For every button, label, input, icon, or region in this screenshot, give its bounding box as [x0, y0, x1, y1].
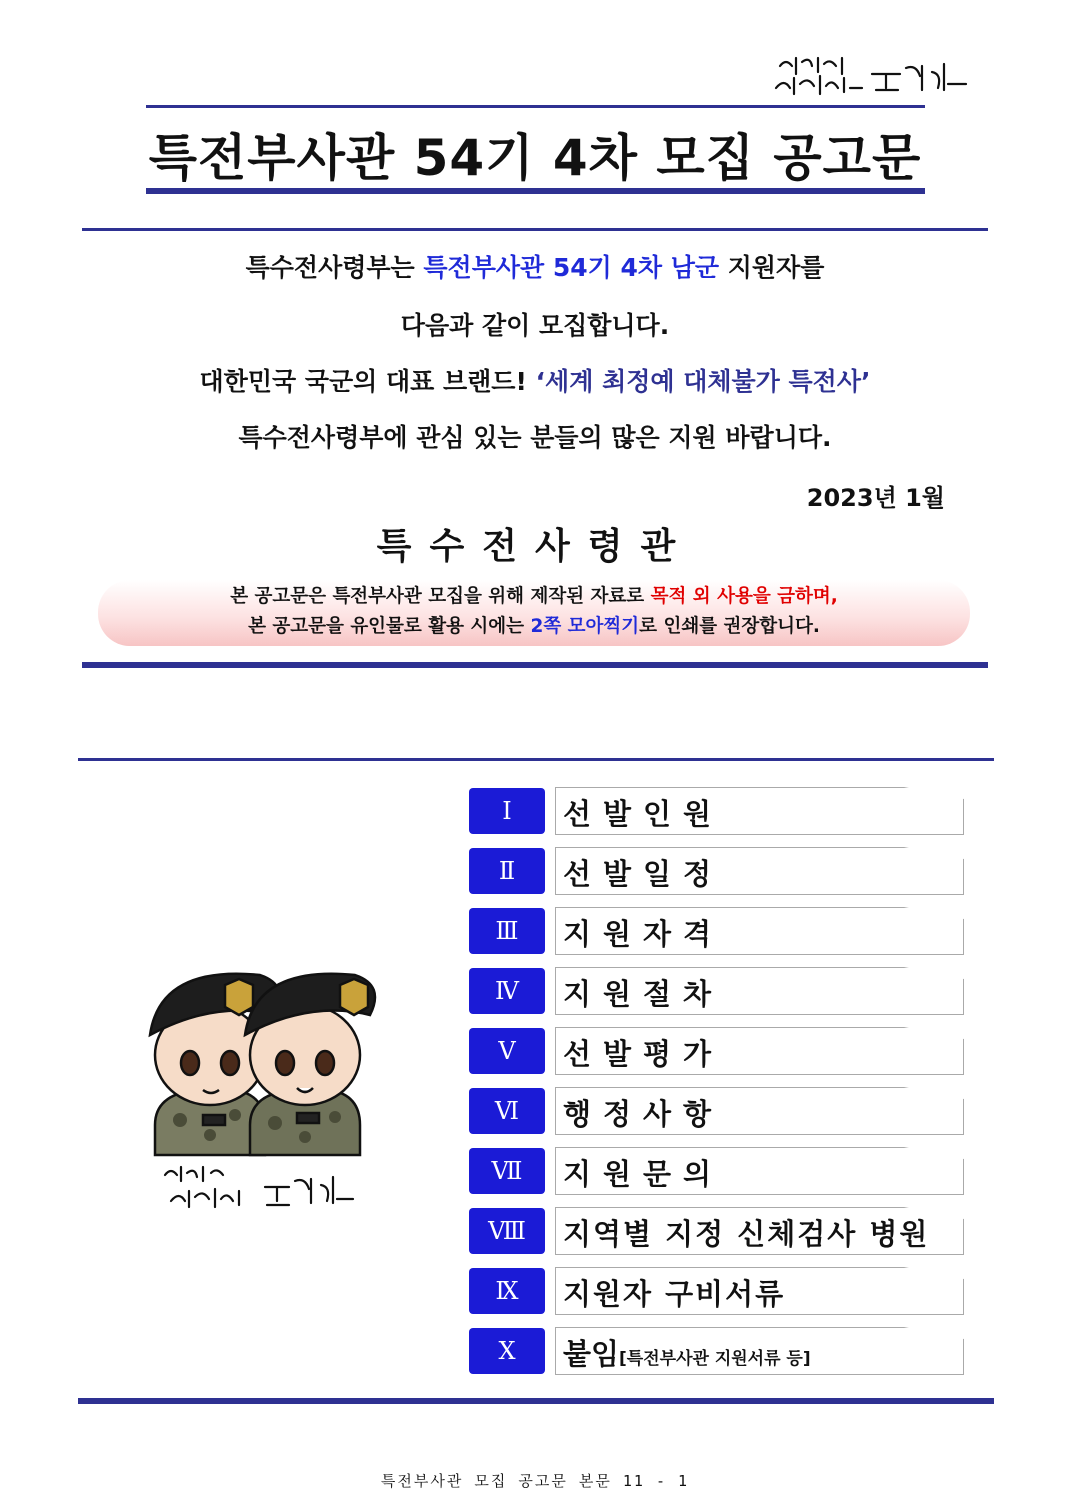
toc-item	[469, 1147, 964, 1195]
toc-number: Ⅷ	[469, 1208, 545, 1254]
toc-label-box	[555, 1267, 964, 1315]
commander-signature: 특수전사령관	[376, 526, 694, 567]
announcement-date: 2023년 1월	[806, 484, 945, 512]
toc-number: Ⅰ	[469, 788, 545, 834]
toc-label-text: 선발일정	[563, 857, 724, 891]
toc-label-box	[555, 847, 964, 895]
intro-line-3: 대한민국 국군의 대표 브랜드! ‘세계 최정예 대체불가 특전사’	[199, 367, 871, 396]
toc-item	[469, 967, 964, 1015]
toc-label-text: 지원문의	[563, 1157, 724, 1191]
toc-number: Ⅱ	[469, 848, 545, 894]
toc-label-text: 지역별 지정 신체검사 병원	[563, 1217, 930, 1251]
toc-item	[469, 1027, 964, 1075]
toc-label-box	[555, 1327, 964, 1375]
toc-label-box	[555, 967, 964, 1015]
toc-item	[469, 1267, 964, 1315]
toc-number: Ⅵ	[469, 1088, 545, 1134]
toc-label-text: 지원절차	[563, 977, 724, 1011]
notice-line-2: 본 공고문을 유인물로 활용 시에는 2쪽 모아찍기로 인쇄를 권장합니다.	[248, 616, 820, 637]
toc-number: Ⅸ	[469, 1268, 545, 1314]
toc-item	[469, 1207, 964, 1255]
toc-number: Ⅴ	[469, 1028, 545, 1074]
toc-label-text: 행정사항	[563, 1097, 724, 1131]
toc-label-box	[555, 1027, 964, 1075]
toc-item	[469, 787, 964, 835]
toc-item	[469, 1327, 964, 1375]
page-title: 특전부사관 54기 4차 모집 공고문	[148, 129, 922, 187]
toc-label-text: 붙임	[563, 1337, 620, 1371]
toc-item	[469, 1087, 964, 1135]
toc-label-box	[555, 1087, 964, 1135]
notice-line-1: 본 공고문은 특전부사관 모집을 위해 제작된 자료로 목적 외 사용을 금하며,	[230, 586, 838, 607]
intro-line-1: 특수전사령부는 특전부사관 54기 4차 남군 지원자를	[245, 253, 825, 282]
usage-notice	[98, 580, 970, 646]
toc-number: Ⅶ	[469, 1148, 545, 1194]
intro-line-4: 특수전사령부에 관심 있는 분들의 많은 지원 바랍니다.	[238, 423, 832, 452]
toc-label-box	[555, 1207, 964, 1255]
toc-number: Ⅳ	[469, 968, 545, 1014]
toc-label-text: 지원자 구비서류	[563, 1277, 786, 1311]
intro-line-2: 다음과 같이 모집합니다.	[400, 311, 670, 340]
toc-label	[563, 1032, 723, 1073]
footer-rule	[78, 1398, 994, 1404]
toc-label-text: 선발인원	[563, 797, 724, 831]
toc-label	[563, 1092, 723, 1133]
toc-item	[469, 907, 964, 955]
toc-label-box	[555, 907, 964, 955]
toc-label	[563, 912, 723, 953]
toc-label	[563, 1272, 785, 1313]
page-footer: 특전부사관 모집 공고문 본문 11 - 1	[380, 1472, 690, 1490]
title-rule-bottom	[146, 188, 925, 194]
toc-label	[563, 1152, 723, 1193]
title-rule-top	[146, 105, 925, 108]
mascot-soldiers-illustration	[125, 955, 385, 1225]
slogan-logo	[772, 44, 982, 104]
toc-label	[563, 1212, 929, 1253]
toc-label-box	[555, 1147, 964, 1195]
toc-label-box	[555, 787, 964, 835]
toc-label-sub: [특전부사관 지원서류 등]	[619, 1349, 811, 1369]
toc-number: Ⅲ	[469, 908, 545, 954]
intro-rule-top	[82, 228, 988, 231]
toc-label-text: 지원자격	[563, 917, 724, 951]
toc-item	[469, 847, 964, 895]
toc-label-text: 선발평가	[563, 1037, 724, 1071]
toc-label	[563, 1332, 811, 1373]
intro-rule-bottom	[82, 662, 988, 668]
toc-label	[563, 972, 723, 1013]
toc-label	[563, 852, 723, 893]
toc-number: Ⅹ	[469, 1328, 545, 1374]
toc-label	[563, 792, 723, 833]
toc-rule-top	[78, 758, 994, 761]
